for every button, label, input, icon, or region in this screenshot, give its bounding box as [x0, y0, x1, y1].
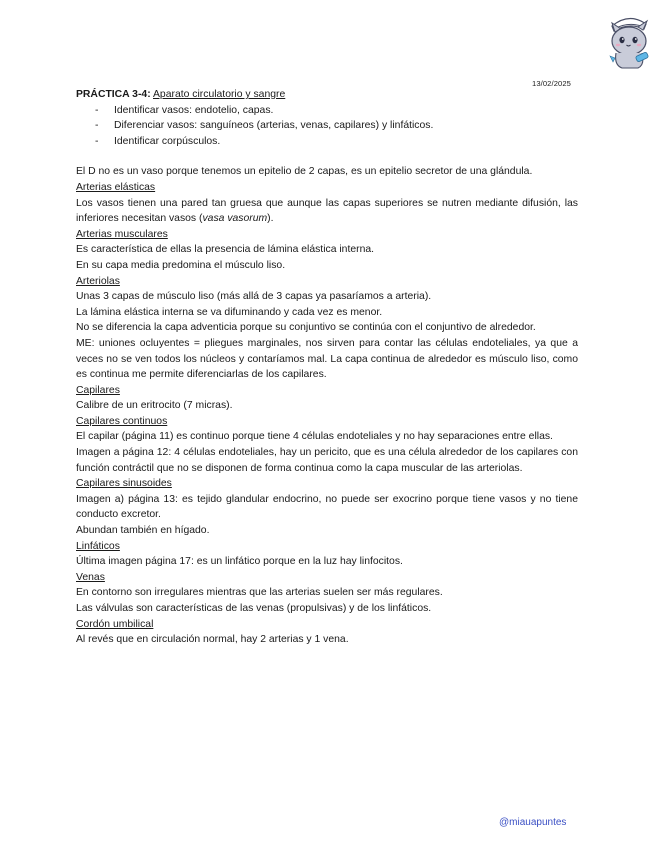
latin-term: vasa vasorum — [202, 213, 268, 225]
paragraph: Las válvulas son características de las venas (propulsivas) y de los linfáticos. — [76, 603, 432, 614]
objective-item: - Identificar corpúsculos. — [76, 134, 578, 150]
heading-capilares: Capilares — [76, 384, 120, 396]
practice-label: PRÁCTICA 3-4: — [76, 89, 151, 100]
heading-arterias-musculares: Arterias musculares — [76, 228, 168, 240]
intro-paragraph: El D no es un vaso porque tenemos un epitelio de 2 capas, es un epitelio secretor de una glándula. — [76, 166, 533, 178]
paragraph: En contorno son irregulares mientras que las arterias suelen ser más regulares. — [76, 587, 443, 599]
document-body — [76, 87, 578, 648]
paragraph: Última imagen página 17: es un linfático porque en la luz hay linfocitos. — [76, 556, 403, 568]
heading-cordon-umbilical: Cordón umbilical — [76, 618, 154, 630]
document-date: 13/02/2025 — [532, 79, 572, 88]
paragraph — [76, 196, 578, 227]
heading-venas: Venas — [76, 571, 105, 583]
heading-linfaticos: Linfáticos — [76, 540, 120, 552]
paragraph: Calibre de un eritrocito (7 micras). — [76, 400, 233, 412]
text-segment: ). — [267, 213, 274, 225]
heading-arteriolas: Arteriolas — [76, 275, 120, 287]
heading-capilares-continuos: Capilares continuos — [76, 415, 168, 427]
objectives-list — [76, 103, 578, 150]
paragraph: El capilar (página 11) es continuo porque tiene 4 células endoteliales y no hay separaciones entre ellas. — [76, 431, 553, 443]
heading-arterias-elasticas: Arterias elásticas — [76, 181, 156, 193]
cat-mascot-icon — [606, 10, 652, 70]
objective-item: - Identificar vasos: endotelio, capas. — [76, 103, 578, 119]
paragraph: La lámina elástica interna se va difuminando y cada vez es menor. — [76, 306, 383, 318]
paragraph: Al revés que en circulación normal, hay 2 arterias y 1 vena. — [76, 634, 349, 646]
paragraph: Abundan también en hígado. — [76, 525, 210, 537]
paragraph: Imagen a) página 13: es tejido glandular endocrino, no puede ser exocrino porque tiene vasos y no tiene conducto excretor. — [76, 493, 578, 521]
paragraph: En su capa media predomina el músculo liso. — [76, 259, 286, 271]
practice-title — [76, 87, 578, 103]
text-segment: Los vasos tienen una pared tan gruesa que aunque las capas superiores se nutren mediante difusión, las inferiores necesitan vasos ( — [76, 197, 578, 225]
heading-capilares-sinusoides: Capilares sinusoides — [76, 478, 172, 490]
practice-topic: Aparato circulatorio y sangre — [153, 89, 286, 100]
paragraph: Unas 3 capas de músculo liso (más allá de 3 capas ya pasaríamos a arteria). — [76, 291, 432, 303]
objective-item: - Diferenciar vasos: sanguíneos (arterias, venas, capilares) y linfáticos. — [76, 118, 578, 134]
paragraph: No se diferencia la capa adventicia porque su conjuntivo se continúa con el conjuntivo de alrededor. — [76, 322, 536, 334]
paragraph: ME: uniones ocluyentes = pliegues marginales, nos sirven para contar las células endoteliales, ya que a veces no se ven todos los núcleos y contaríamos mal. La capa continua de alrededor es músculo liso, como es continua me permite diferenciarlas de los capilares. — [76, 337, 578, 381]
author-handle: @miauapuntes — [499, 817, 567, 828]
paragraph: Es característica de ellas la presencia de lámina elástica interna. — [76, 244, 375, 256]
paragraph: Imagen a página 12: 4 células endoteliales, hay un pericito, que es una célula alrededor de los capilares con función contráctil que no se disponen de forma continua como la capa muscular de las arteriolas. — [76, 447, 578, 474]
